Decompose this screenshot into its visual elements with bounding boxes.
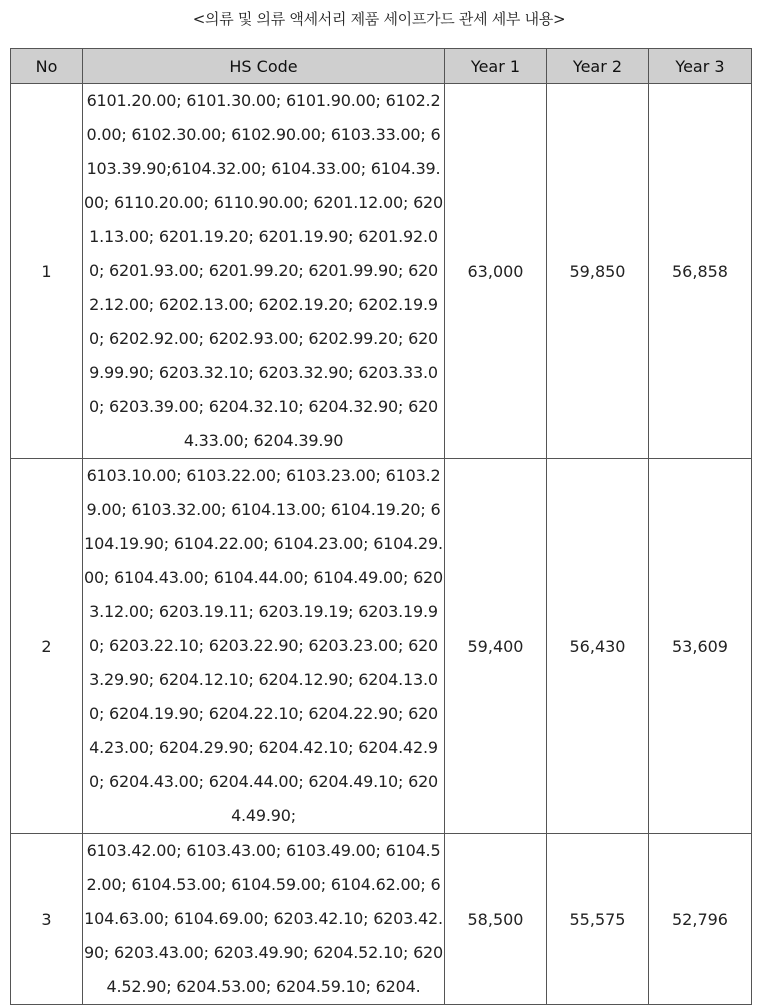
header-row bbox=[11, 49, 752, 84]
year-2-cell: 56,430 bbox=[547, 459, 649, 834]
header-year-3: Year 3 bbox=[649, 49, 752, 84]
year-3-cell: 52,796 bbox=[649, 834, 752, 1005]
year-1-cell: 63,000 bbox=[445, 84, 547, 459]
header-year-1: Year 1 bbox=[445, 49, 547, 84]
table-row bbox=[11, 834, 752, 1005]
table-row bbox=[11, 84, 752, 459]
year-3-cell: 56,858 bbox=[649, 84, 752, 459]
hs-code-cell: 6101.20.00; 6101.30.00; 6101.90.00; 6102.20.00; 6102.30.00; 6102.90.00; 6103.33.00; 6103.39.90;6104.32.00; 6104.33.00; 6104.39.00; 6110.20.00; 6110.90.00; 6201.12.00; 6201.13.00; 6201.19.20; 6201.19.90; 6201.92.00; 6201.93.00; 6201.99.20; 6201.99.90; 6202.12.00; 6202.13.00; 6202.19.20; 6202.19.90; 6202.92.00; 6202.93.00; 6202.99.20; 6209.99.90; 6203.32.10; 6203.32.90; 6203.33.00; 6203.39.00; 6204.32.10; 6204.32.90; 6204.33.00; 6204.39.90 bbox=[83, 84, 445, 459]
safeguard-tariff-table bbox=[10, 48, 752, 1005]
year-2-cell: 55,575 bbox=[547, 834, 649, 1005]
hs-code-cell: 6103.10.00; 6103.22.00; 6103.23.00; 6103.29.00; 6103.32.00; 6104.13.00; 6104.19.20; 6104.19.90; 6104.22.00; 6104.23.00; 6104.29.00; 6104.43.00; 6104.44.00; 6104.49.00; 6203.12.00; 6203.19.11; 6203.19.19; 6203.19.90; 6203.22.10; 6203.22.90; 6203.23.00; 6203.29.90; 6204.12.10; 6204.12.90; 6204.13.00; 6204.19.90; 6204.22.10; 6204.22.90; 6204.23.00; 6204.29.90; 6204.42.10; 6204.42.90; 6204.43.00; 6204.44.00; 6204.49.10; 6204.49.90; bbox=[83, 459, 445, 834]
row-number: 1 bbox=[11, 84, 83, 459]
row-number: 2 bbox=[11, 459, 83, 834]
table-row bbox=[11, 459, 752, 834]
year-1-cell: 59,400 bbox=[445, 459, 547, 834]
year-2-cell: 59,850 bbox=[547, 84, 649, 459]
hs-code-cell: 6103.42.00; 6103.43.00; 6103.49.00; 6104.52.00; 6104.53.00; 6104.59.00; 6104.62.00; 6104.63.00; 6104.69.00; 6203.42.10; 6203.42.90; 6203.43.00; 6203.49.90; 6204.52.10; 6204.52.90; 6204.53.00; 6204.59.10; 6204. bbox=[83, 834, 445, 1005]
header-year-2: Year 2 bbox=[547, 49, 649, 84]
header-hs-code: HS Code bbox=[83, 49, 445, 84]
header-no: No bbox=[11, 49, 83, 84]
row-number: 3 bbox=[11, 834, 83, 1005]
year-3-cell: 53,609 bbox=[649, 459, 752, 834]
year-1-cell: 58,500 bbox=[445, 834, 547, 1005]
table-caption: <의류 및 의류 액세서리 제품 세이프가드 관세 세부 내용> bbox=[192, 10, 566, 28]
